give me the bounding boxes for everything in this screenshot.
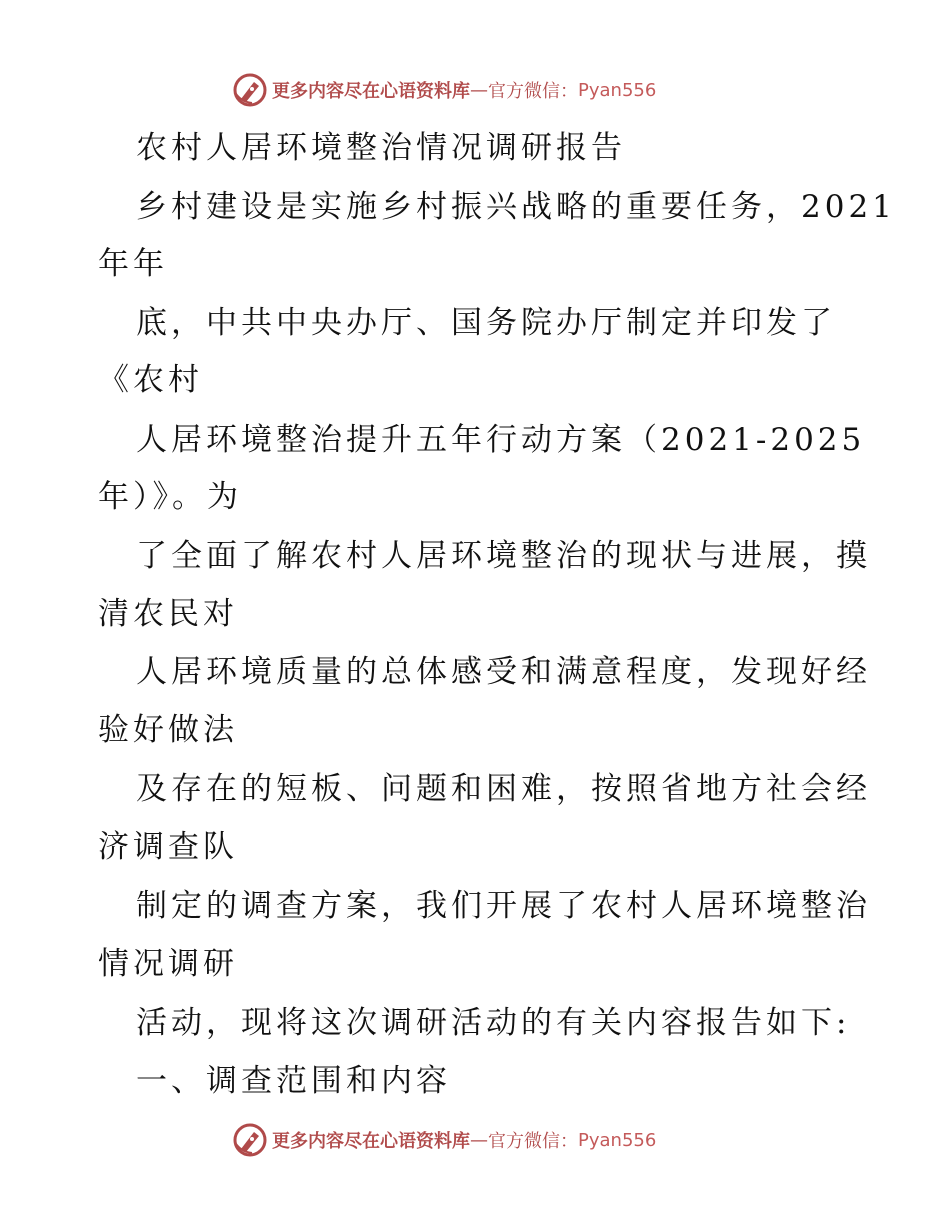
doc-line: 情况调研 xyxy=(98,946,238,982)
doc-line: 济调查队 xyxy=(98,829,238,865)
pen-nib-circle-icon xyxy=(232,72,268,108)
doc-line: 制定的调查方案，我们开展了农村人居环境整治 xyxy=(136,888,871,924)
doc-section-heading: 一、调查范围和内容 xyxy=(136,1063,451,1099)
doc-title: 农村人居环境整治情况调研报告 xyxy=(136,130,626,166)
banner-wechat-id: Pyan556 xyxy=(578,1129,657,1151)
doc-line: 人居环境质量的总体感受和满意程度，发现好经 xyxy=(136,654,871,690)
banner-wechat-label: 官方微信： xyxy=(488,81,578,102)
doc-line: 年）》。为 xyxy=(98,479,242,515)
banner-main-text: 更多内容尽在心语资料库 xyxy=(272,1131,470,1152)
banner-main-text: 更多内容尽在心语资料库 xyxy=(272,81,470,102)
footer-banner xyxy=(232,1120,752,1160)
banner-dash: — xyxy=(470,1129,488,1151)
doc-line: 底，中共中央办厅、国务院办厅制定并印发了 xyxy=(136,305,836,341)
doc-line: 及存在的短板、问题和困难，按照省地方社会经 xyxy=(136,771,871,807)
doc-line: 了全面了解农村人居环境整治的现状与进展，摸 xyxy=(136,538,871,574)
banner-wechat-id: Pyan556 xyxy=(578,79,657,101)
doc-line: 活动，现将这次调研活动的有关内容报告如下: xyxy=(136,1005,851,1041)
banner-wechat-label: 官方微信： xyxy=(488,1131,578,1152)
banner-dash: — xyxy=(470,79,488,101)
doc-line: 年年 xyxy=(98,246,168,282)
doc-line: 验好做法 xyxy=(98,712,238,748)
header-banner xyxy=(232,70,752,110)
doc-line: 清农民对 xyxy=(98,596,238,632)
doc-line: 《农村 xyxy=(98,362,203,398)
pen-nib-circle-icon xyxy=(232,1122,268,1158)
doc-line: 人居环境整治提升五年行动方案（2021-2025 xyxy=(136,422,866,458)
doc-line: 乡村建设是实施乡村振兴战略的重要任务，2021 xyxy=(136,189,896,225)
